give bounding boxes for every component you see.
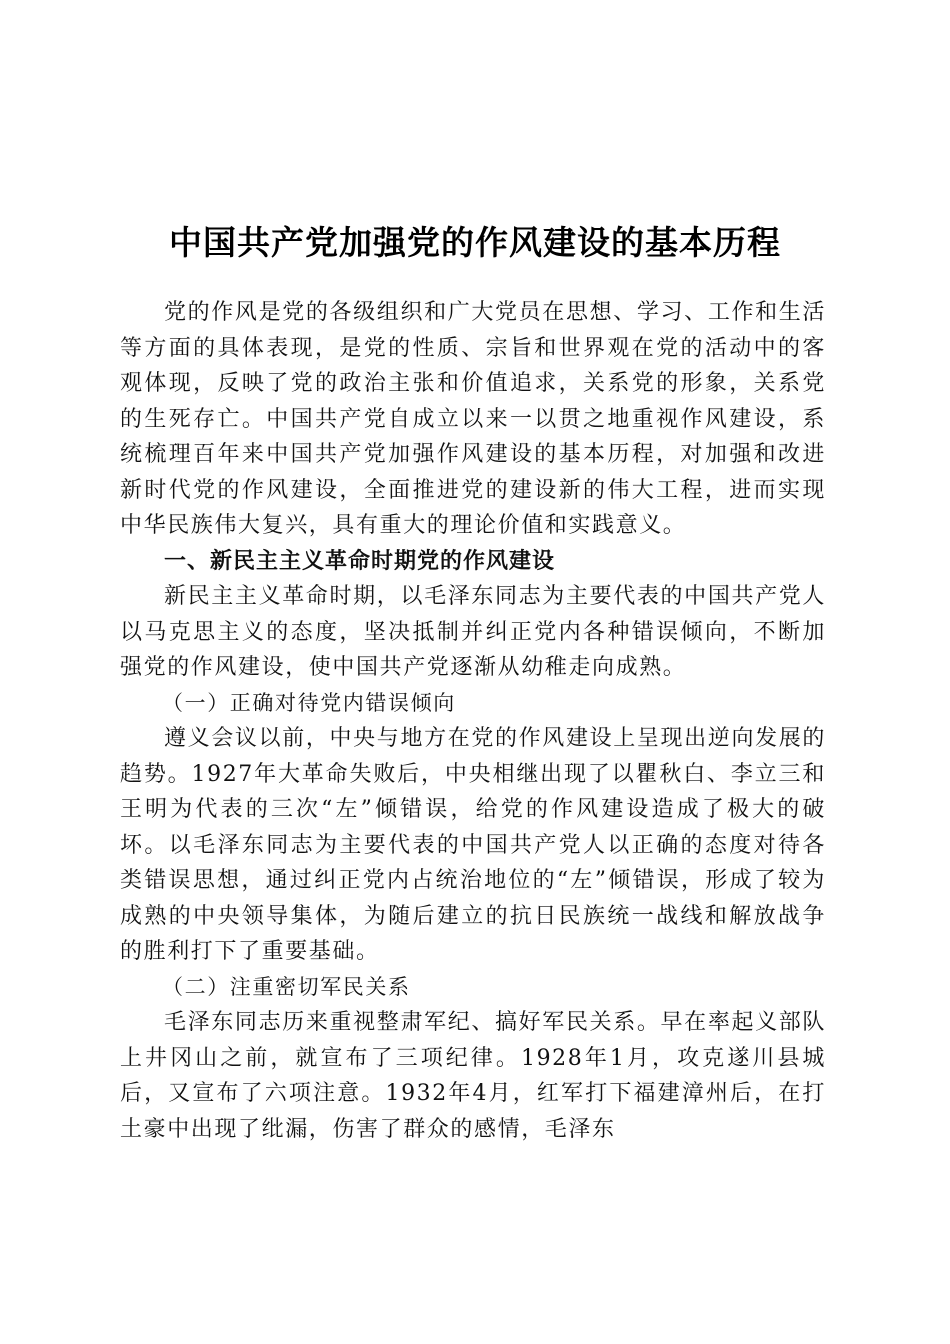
page-title: 中国共产党加强党的作风建设的基本历程: [169, 223, 781, 263]
document-body: [120, 295, 826, 1147]
subsection-heading-1: （一）正确对待党内错误倾向: [162, 690, 456, 715]
section-1-paragraph: 新民主主义革命时期，以毛泽东同志为主要代表的中国共产党人以马克思主义的态度，坚决抵制并纠正党内各种错误倾向，不断加强党的作风建设，使中国共产党逐渐从幼稚走向成熟。: [120, 584, 826, 680]
intro-paragraph: 党的作风是党的各级组织和广大党员在思想、学习、工作和生活等方面的具体表现，是党的性质、宗旨和世界观在党的活动中的客观体现，反映了党的政治主张和价值追求，关系党的形象，关系党的生死存亡。中国共产党自成立以来一以贯之地重视作风建设，系统梳理百年来中国共产党加强作风建设的基本历程，对加强和改进新时代党的作风建设，全面推进党的建设新的伟大工程，进而实现中华民族伟大复兴，具有重大的理论价值和实践意义。: [120, 300, 826, 538]
subsection-1-paragraph: 遵义会议以前，中央与地方在党的作风建设上呈现出逆向发展的趋势。1927年大革命失败后，中央相继出现了以瞿秋白、李立三和王明为代表的三次“左”倾错误，给党的作风建设造成了极大的破坏。以毛泽东同志为主要代表的中国共产党人以正确的态度对待各类错误思想，通过纠正党内占统治地位的“左”倾错误，形成了较为成熟的中央领导集体，为随后建立的抗日民族统一战线和解放战争的胜利打下了重要基础。: [120, 726, 826, 964]
subsection-heading-2: （二）注重密切军民关系: [162, 974, 411, 999]
subsection-2-paragraph: 毛泽东同志历来重视整肃军纪、搞好军民关系。早在率起义部队上井冈山之前，就宣布了三项纪律。1928年1月，攻克遂川县城后，又宣布了六项注意。1932年4月，红军打下福建漳州后，在打土豪中出现了纰漏，伤害了群众的感情，毛泽东: [120, 1010, 826, 1142]
section-heading-1: 一、新民主主义革命时期党的作风建设: [164, 548, 556, 574]
